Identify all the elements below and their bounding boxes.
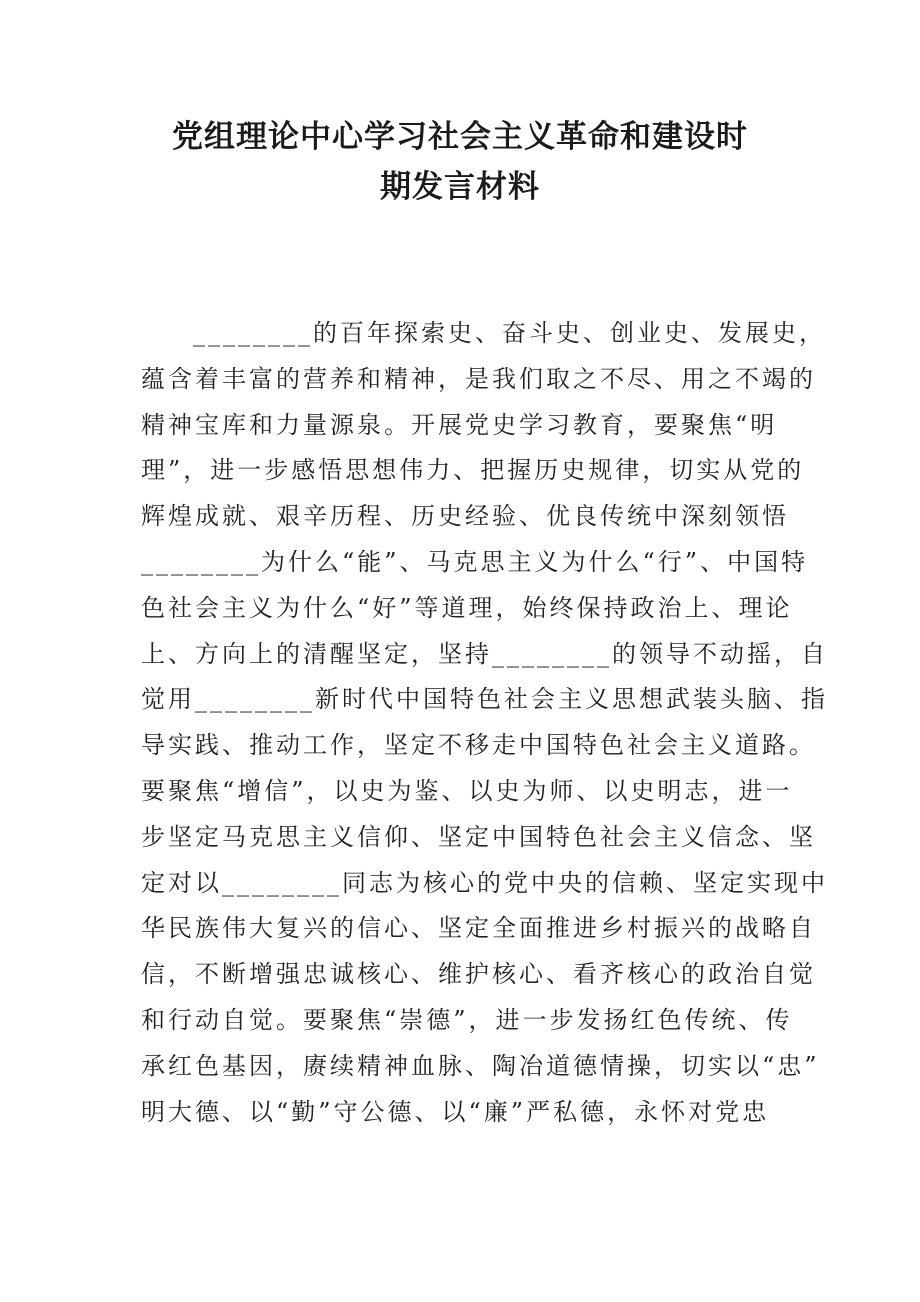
body-line: ________为什么“能”、马克思主义为什么“行”、中国特 bbox=[141, 547, 809, 576]
title-line-2: 期发言材料 bbox=[380, 169, 540, 205]
body-line: 理”，进一步感悟思想伟力、把握历史规律，切实从党的 bbox=[141, 456, 805, 485]
body-line: 辉煌成就、艰辛历程、历史经验、优良传统中深刻领悟 bbox=[141, 502, 789, 531]
body-line: 华民族伟大复兴的信心、坚定全面推进乡村振兴的战略自 bbox=[141, 914, 816, 943]
body-line: 精神宝库和力量源泉。开展党史学习教育，要聚焦“明 bbox=[141, 410, 778, 439]
body-line: 信，不断增强忠诚核心、维护核心、看齐核心的政治自觉 bbox=[141, 960, 816, 989]
body-line: 色社会主义为什么“好”等道理，始终保持政治上、理论 bbox=[141, 593, 793, 622]
body-line: 和行动自觉。要聚焦“崇德”，进一步发扬红色传统、传 bbox=[141, 1005, 793, 1034]
title-line-1: 党组理论中心学习社会主义革命和建设时 bbox=[172, 119, 748, 155]
document-body bbox=[141, 311, 828, 1135]
body-line: 定对以________同志为核心的党中央的信赖、坚定实现中 bbox=[141, 868, 828, 897]
body-line: ________的百年探索史、奋斗史、创业史、发展史， bbox=[193, 319, 826, 347]
body-line: 蕴含着丰富的营养和精神，是我们取之不尽、用之不竭的 bbox=[141, 364, 816, 393]
body-line: 觉用________新时代中国特色社会主义思想武装头脑、指 bbox=[141, 685, 828, 714]
body-line: 上、方向上的清醒坚定，坚持________的领导不动摇，自 bbox=[141, 639, 828, 668]
body-line: 导实践、推动工作，坚定不移走中国特色社会主义道路。 bbox=[141, 731, 816, 760]
body-line: 明大德、以“勤”守公德、以“廉”严私德，永怀对党忠 bbox=[141, 1097, 770, 1126]
body-line: 承红色基因，赓续精神血脉、陶冶道德情操，切实以“忠” bbox=[141, 1051, 820, 1080]
body-line: 要聚焦“增信”，以史为鉴、以史为师、以史明志，进一 bbox=[141, 776, 793, 805]
document-title bbox=[120, 112, 800, 212]
body-line: 步坚定马克思主义信仰、坚定中国特色社会主义信念、坚 bbox=[141, 822, 816, 851]
